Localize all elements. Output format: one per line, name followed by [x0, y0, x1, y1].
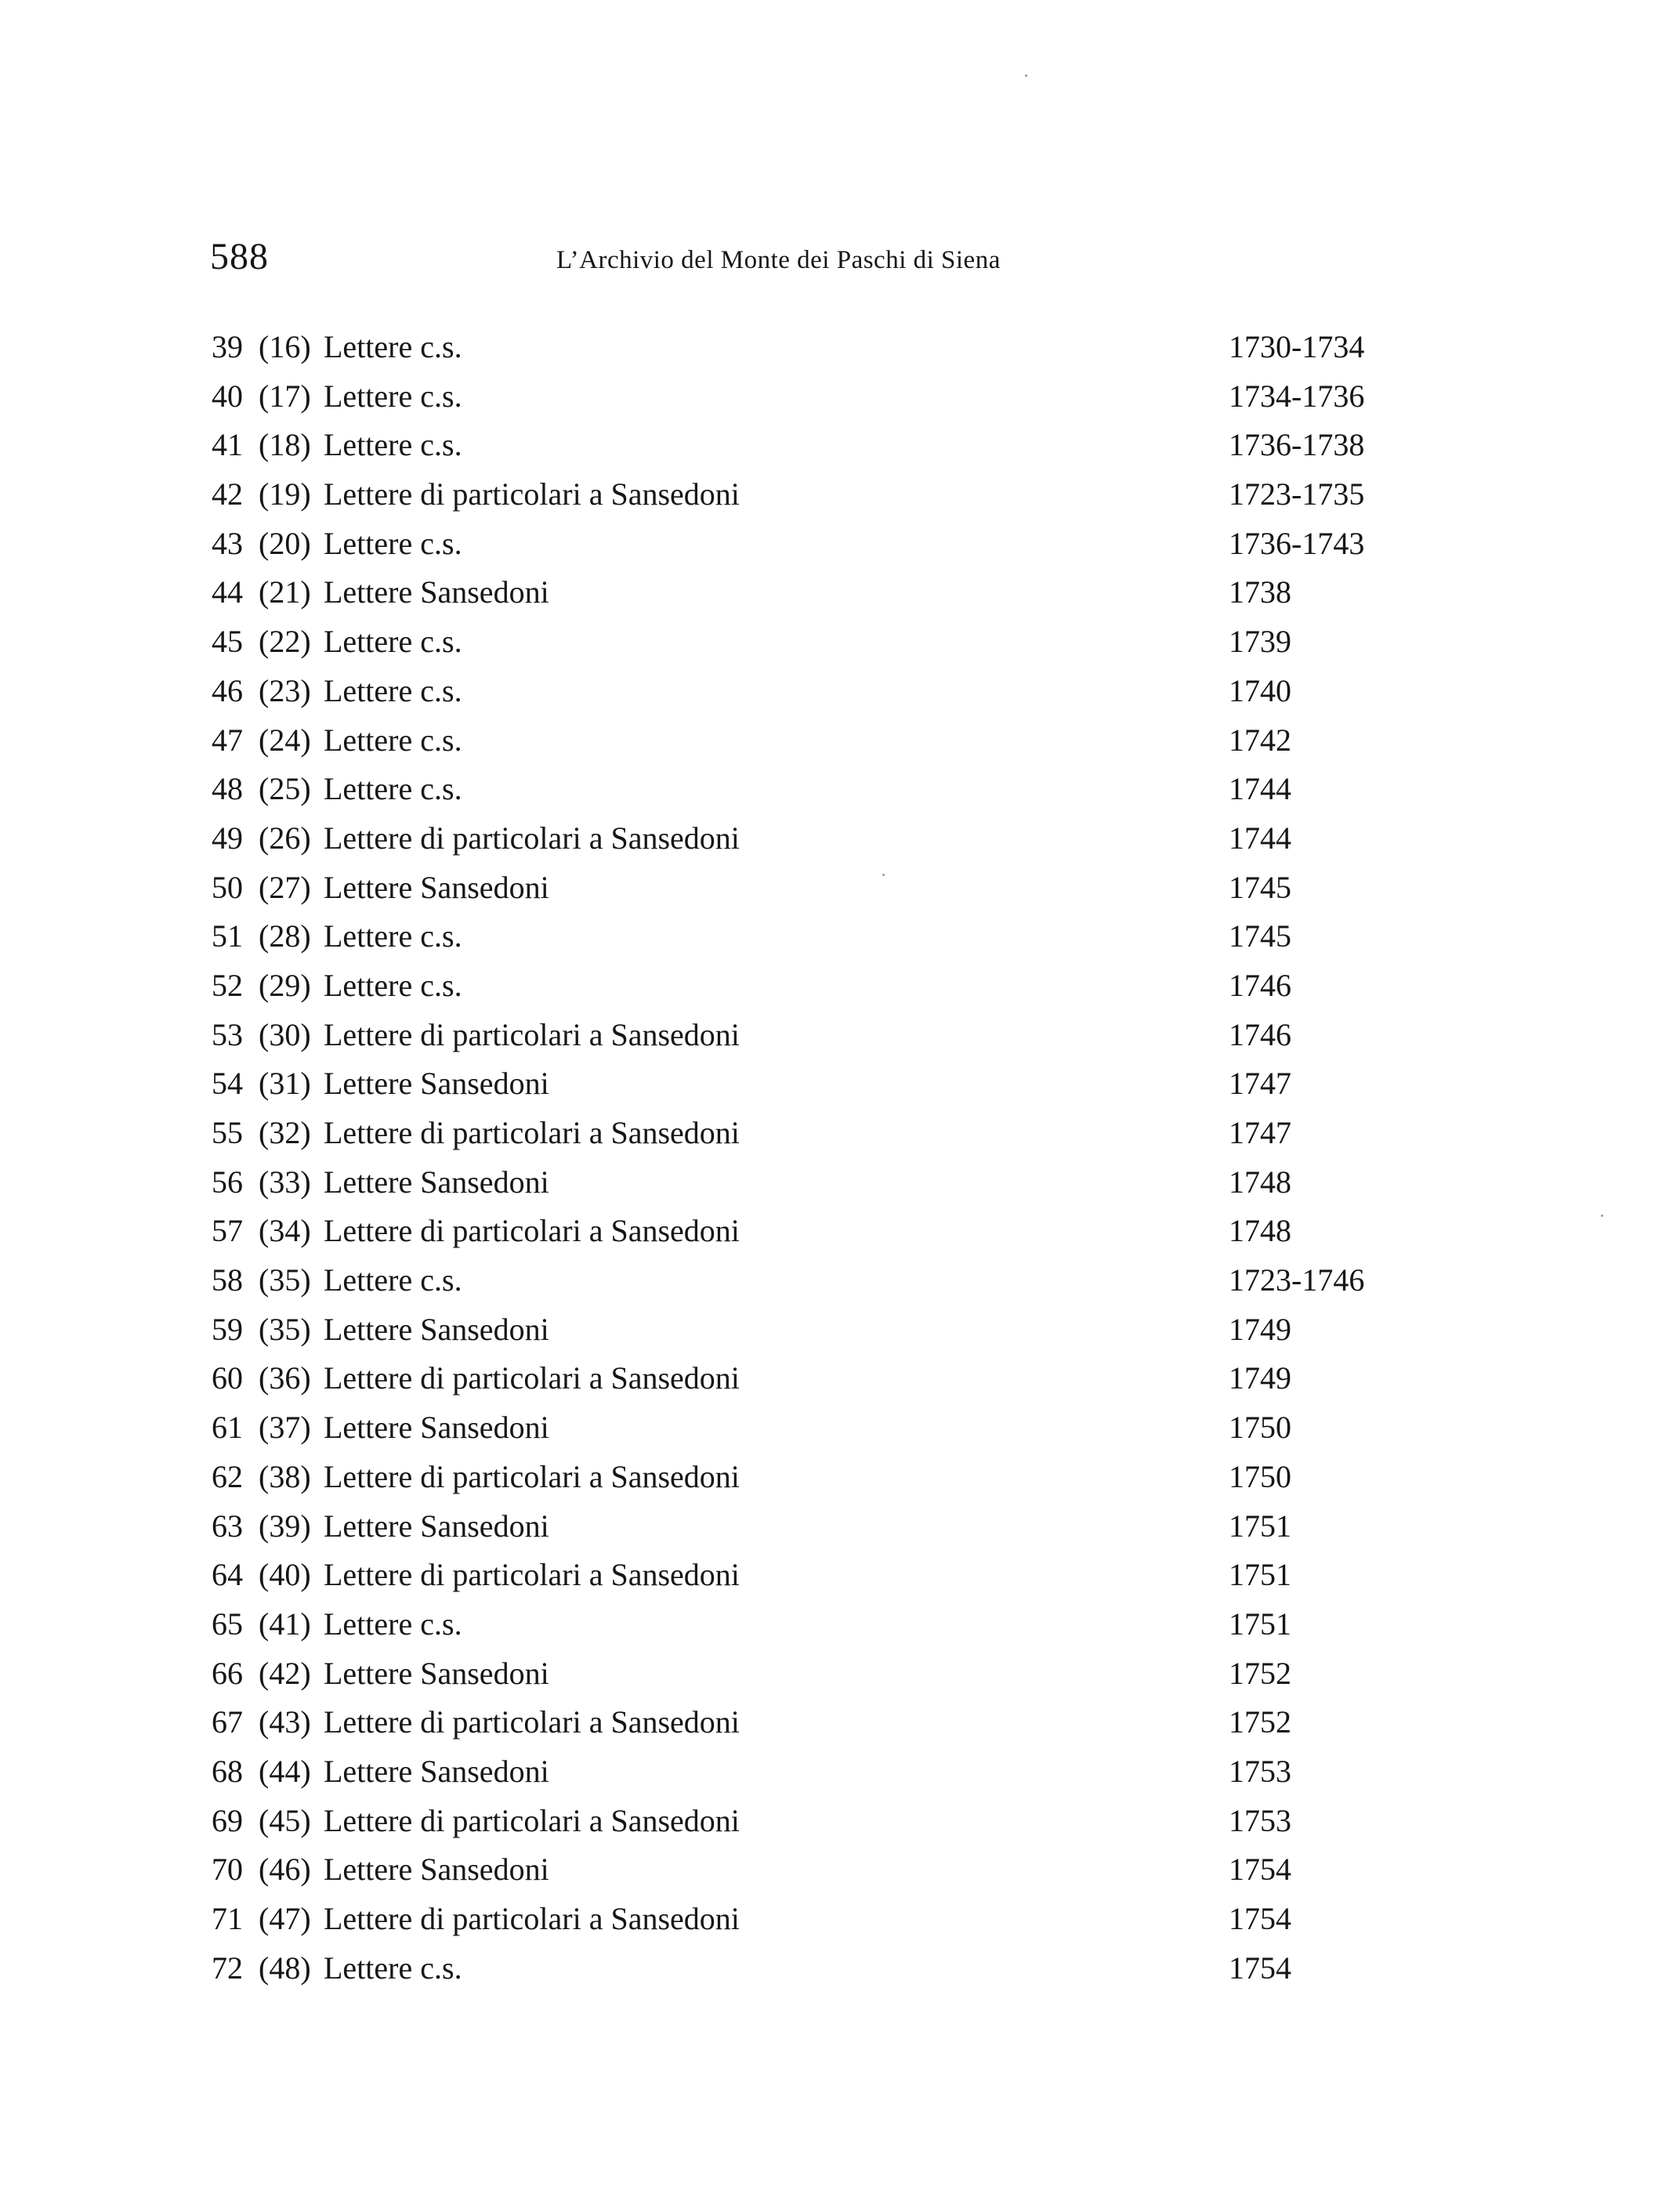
entry-date: 1723-1746: [1229, 1262, 1365, 1298]
entry-old-number: (46): [259, 1852, 311, 1888]
list-item: [212, 1354, 1387, 1403]
entry-date: 1744: [1229, 771, 1291, 807]
entry-number: 43: [212, 525, 243, 561]
entry-date: 1754: [1229, 1901, 1291, 1936]
entry-number: 71: [212, 1901, 243, 1936]
entry-description: Lettere c.s.: [324, 329, 462, 364]
entry-description: Lettere c.s.: [324, 771, 462, 807]
entry-description: Lettere di particolari a Sansedoni: [324, 1557, 740, 1593]
entry-number: 55: [212, 1115, 243, 1150]
entry-old-number: (42): [259, 1655, 311, 1691]
entry-old-number: (33): [259, 1164, 311, 1200]
entry-number: 50: [212, 869, 243, 905]
entry-date: 1745: [1229, 918, 1291, 954]
entry-old-number: (18): [259, 427, 311, 463]
list-item: [212, 1158, 1387, 1207]
list-item: [212, 372, 1387, 422]
entry-description: Lettere di particolari a Sansedoni: [324, 1458, 740, 1494]
entry-description: Lettere c.s.: [324, 1606, 462, 1642]
entry-date: 1751: [1229, 1557, 1291, 1593]
entry-date: 1736-1738: [1229, 427, 1365, 463]
entry-number: 53: [212, 1016, 243, 1052]
entry-number: 52: [212, 967, 243, 1003]
entry-number: 41: [212, 427, 243, 463]
scan-speck: [1025, 74, 1027, 77]
entry-number: 63: [212, 1508, 243, 1544]
entry-number: 39: [212, 329, 243, 364]
list-item: [212, 1698, 1387, 1747]
entry-description: Lettere Sansedoni: [324, 1311, 549, 1347]
entry-description: Lettere c.s.: [324, 672, 462, 708]
list-item: [212, 1453, 1387, 1502]
entry-old-number: (17): [259, 378, 311, 414]
list-item: [212, 568, 1387, 617]
entry-date: 1747: [1229, 1115, 1291, 1150]
entry-number: 65: [212, 1606, 243, 1642]
entry-description: Lettere di particolari a Sansedoni: [324, 1704, 740, 1740]
entry-number: 57: [212, 1213, 243, 1249]
page-number: 588: [210, 236, 269, 277]
entry-date: 1734-1736: [1229, 378, 1365, 414]
entry-date: 1730-1734: [1229, 329, 1365, 364]
entry-old-number: (44): [259, 1753, 311, 1789]
entry-old-number: (20): [259, 525, 311, 561]
entry-description: Lettere di particolari a Sansedoni: [324, 476, 740, 512]
entry-date: 1750: [1229, 1458, 1291, 1494]
entry-old-number: (35): [259, 1311, 311, 1347]
list-item: [212, 1256, 1387, 1305]
entry-date: 1745: [1229, 869, 1291, 905]
entry-date: 1749: [1229, 1360, 1291, 1396]
entry-description: Lettere Sansedoni: [324, 1655, 549, 1691]
list-item: [212, 1797, 1387, 1846]
entry-number: 51: [212, 918, 243, 954]
list-item: [212, 1551, 1387, 1600]
entry-description: Lettere c.s.: [324, 918, 462, 954]
entry-old-number: (16): [259, 329, 311, 364]
entry-old-number: (19): [259, 476, 311, 512]
entry-description: Lettere c.s.: [324, 378, 462, 414]
entry-old-number: (28): [259, 918, 311, 954]
entry-date: 1736-1743: [1229, 525, 1365, 561]
entry-old-number: (37): [259, 1410, 311, 1446]
entry-old-number: (48): [259, 1950, 311, 1986]
entry-number: 48: [212, 771, 243, 807]
entry-old-number: (40): [259, 1557, 311, 1593]
list-item: [212, 323, 1387, 372]
entry-description: Lettere di particolari a Sansedoni: [324, 1213, 740, 1249]
entry-description: Lettere Sansedoni: [324, 1410, 549, 1446]
entry-list: [212, 323, 1387, 1993]
entry-old-number: (31): [259, 1066, 311, 1102]
list-item: [212, 1649, 1387, 1699]
entry-date: 1752: [1229, 1704, 1291, 1740]
list-item: [212, 1109, 1387, 1158]
list-item: [212, 667, 1387, 716]
entry-old-number: (34): [259, 1213, 311, 1249]
list-item: [212, 1502, 1387, 1551]
entry-old-number: (23): [259, 672, 311, 708]
list-item: [212, 716, 1387, 766]
entry-date: 1723-1735: [1229, 476, 1365, 512]
entry-date: 1738: [1229, 574, 1291, 610]
entry-old-number: (27): [259, 869, 311, 905]
entry-number: 62: [212, 1458, 243, 1494]
entry-number: 42: [212, 476, 243, 512]
entry-old-number: (29): [259, 967, 311, 1003]
entry-old-number: (26): [259, 820, 311, 856]
entry-date: 1740: [1229, 672, 1291, 708]
entry-description: Lettere c.s.: [324, 1262, 462, 1298]
entry-date: 1750: [1229, 1410, 1291, 1446]
entry-old-number: (47): [259, 1901, 311, 1936]
list-item: [212, 863, 1387, 913]
entry-date: 1751: [1229, 1606, 1291, 1642]
entry-date: 1748: [1229, 1164, 1291, 1200]
entry-date: 1744: [1229, 820, 1291, 856]
running-title: L’Archivio del Monte dei Paschi di Siena: [556, 246, 1001, 274]
entry-description: Lettere c.s.: [324, 1950, 462, 1986]
entry-number: 64: [212, 1557, 243, 1593]
entry-number: 54: [212, 1066, 243, 1102]
entry-number: 45: [212, 624, 243, 660]
entry-number: 47: [212, 722, 243, 758]
list-item: [212, 520, 1387, 569]
entry-description: Lettere di particolari a Sansedoni: [324, 1802, 740, 1838]
entry-description: Lettere di particolari a Sansedoni: [324, 1016, 740, 1052]
entry-description: Lettere di particolari a Sansedoni: [324, 1360, 740, 1396]
entry-description: Lettere Sansedoni: [324, 1753, 549, 1789]
entry-date: 1742: [1229, 722, 1291, 758]
entry-old-number: (30): [259, 1016, 311, 1052]
entry-date: 1746: [1229, 967, 1291, 1003]
list-item: [212, 1059, 1387, 1109]
scan-speck: [1601, 1215, 1603, 1217]
list-item: [212, 470, 1387, 520]
entry-number: 44: [212, 574, 243, 610]
entry-number: 72: [212, 1950, 243, 1986]
entry-number: 61: [212, 1410, 243, 1446]
entry-description: Lettere Sansedoni: [324, 1852, 549, 1888]
entry-number: 49: [212, 820, 243, 856]
entry-number: 67: [212, 1704, 243, 1740]
entry-description: Lettere c.s.: [324, 624, 462, 660]
list-item: [212, 1895, 1387, 1944]
entry-number: 70: [212, 1852, 243, 1888]
entry-description: Lettere c.s.: [324, 967, 462, 1003]
entry-date: 1746: [1229, 1016, 1291, 1052]
entry-number: 68: [212, 1753, 243, 1789]
list-item: [212, 1207, 1387, 1256]
entry-old-number: (43): [259, 1704, 311, 1740]
entry-number: 58: [212, 1262, 243, 1298]
entry-description: Lettere c.s.: [324, 427, 462, 463]
entry-number: 60: [212, 1360, 243, 1396]
list-item: [212, 1944, 1387, 1993]
list-item: [212, 421, 1387, 470]
entry-date: 1753: [1229, 1753, 1291, 1789]
entry-old-number: (35): [259, 1262, 311, 1298]
entry-description: Lettere Sansedoni: [324, 574, 549, 610]
entry-description: Lettere Sansedoni: [324, 869, 549, 905]
entry-old-number: (22): [259, 624, 311, 660]
list-item: [212, 1747, 1387, 1797]
entry-old-number: (41): [259, 1606, 311, 1642]
list-item: [212, 912, 1387, 961]
entry-number: 56: [212, 1164, 243, 1200]
entry-old-number: (38): [259, 1458, 311, 1494]
entry-date: 1749: [1229, 1311, 1291, 1347]
entry-description: Lettere c.s.: [324, 722, 462, 758]
entry-date: 1748: [1229, 1213, 1291, 1249]
entry-date: 1751: [1229, 1508, 1291, 1544]
entry-date: 1753: [1229, 1802, 1291, 1838]
entry-date: 1747: [1229, 1066, 1291, 1102]
list-item: [212, 617, 1387, 667]
list-item: [212, 765, 1387, 814]
entry-old-number: (39): [259, 1508, 311, 1544]
list-item: [212, 961, 1387, 1011]
list-item: [212, 814, 1387, 863]
entry-number: 66: [212, 1655, 243, 1691]
entry-date: 1754: [1229, 1950, 1291, 1986]
list-item: [212, 1403, 1387, 1453]
entry-date: 1739: [1229, 624, 1291, 660]
entry-old-number: (21): [259, 574, 311, 610]
list-item: [212, 1600, 1387, 1649]
scan-speck: [882, 874, 885, 876]
entry-description: Lettere c.s.: [324, 525, 462, 561]
entry-date: 1754: [1229, 1852, 1291, 1888]
list-item: [212, 1845, 1387, 1895]
entry-description: Lettere Sansedoni: [324, 1164, 549, 1200]
entry-description: Lettere Sansedoni: [324, 1508, 549, 1544]
entry-old-number: (45): [259, 1802, 311, 1838]
entry-date: 1752: [1229, 1655, 1291, 1691]
entry-description: Lettere di particolari a Sansedoni: [324, 820, 740, 856]
entry-old-number: (32): [259, 1115, 311, 1150]
entry-number: 40: [212, 378, 243, 414]
entry-old-number: (24): [259, 722, 311, 758]
list-item: [212, 1305, 1387, 1355]
entry-old-number: (36): [259, 1360, 311, 1396]
entry-old-number: (25): [259, 771, 311, 807]
entry-number: 59: [212, 1311, 243, 1347]
entry-description: Lettere Sansedoni: [324, 1066, 549, 1102]
list-item: [212, 1011, 1387, 1060]
entry-number: 69: [212, 1802, 243, 1838]
entry-number: 46: [212, 672, 243, 708]
entry-description: Lettere di particolari a Sansedoni: [324, 1115, 740, 1150]
entry-description: Lettere di particolari a Sansedoni: [324, 1901, 740, 1936]
